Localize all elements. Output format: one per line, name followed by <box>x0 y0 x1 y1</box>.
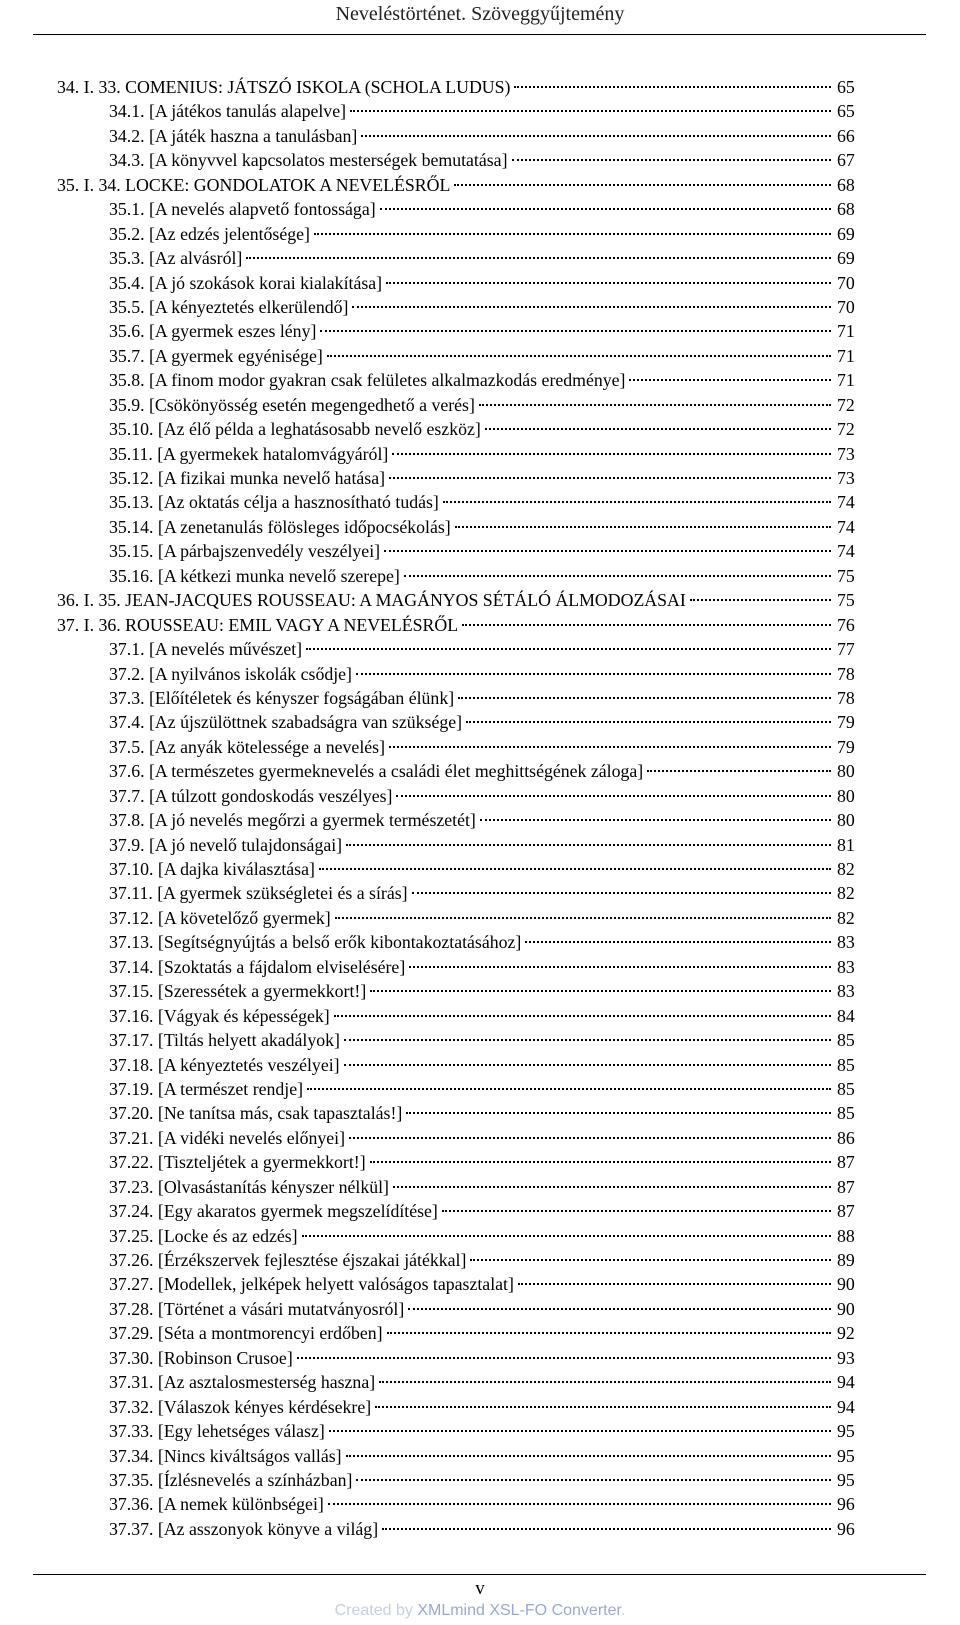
toc-entry[interactable] <box>57 1468 865 1492</box>
dot-leader <box>412 891 831 894</box>
dot-leader <box>320 329 831 332</box>
toc-entry[interactable] <box>57 344 865 368</box>
toc-entry-label: 34. I. 33. COMENIUS: JÁTSZÓ ISKOLA (SCHOLA LUDUS) <box>57 77 511 97</box>
toc-entry[interactable] <box>57 881 865 905</box>
toc-entry-page: 78 <box>837 687 855 708</box>
toc-entry-page: 73 <box>837 443 855 464</box>
toc-entry-label: 37.25. [Locke és az edzés] <box>109 1225 298 1246</box>
toc-entry-page: 83 <box>837 932 855 953</box>
dot-leader <box>370 1160 831 1163</box>
toc-entry[interactable] <box>57 442 865 466</box>
toc-entry[interactable] <box>57 784 865 808</box>
toc-entry-label: 37.15. [Szeressétek a gyermekkort!] <box>109 981 367 1002</box>
toc-entry-label: 35.2. [Az edzés jelentősége] <box>109 223 310 244</box>
toc-entry-label: 37.6. [A természetes gyermeknevelés a családi élet meghittségének záloga] <box>109 761 644 782</box>
toc-entry[interactable] <box>57 906 865 930</box>
toc-entry[interactable] <box>57 662 865 686</box>
toc-entry-label: 37.7. [A túlzott gondoskodás veszélyes] <box>109 785 393 806</box>
converter-watermark <box>0 1601 960 1621</box>
toc-entry[interactable] <box>57 1028 865 1052</box>
dot-leader <box>361 134 831 137</box>
toc-entry[interactable] <box>57 1297 865 1321</box>
dot-leader <box>512 158 832 161</box>
toc-entry[interactable] <box>57 1126 865 1150</box>
table-of-contents <box>57 75 865 1541</box>
toc-entry-label: 37.8. [A jó nevelés megőrzi a gyermek természetét] <box>109 810 476 831</box>
toc-entry[interactable] <box>57 857 865 881</box>
dot-leader <box>443 500 831 503</box>
toc-entry-page: 70 <box>837 272 855 293</box>
toc-entry[interactable] <box>57 515 865 539</box>
toc-entry-label: 34.3. [A könyvvel kapcsolatos mesterségek bemutatása] <box>109 150 508 171</box>
toc-entry-page: 94 <box>837 1396 855 1417</box>
toc-entry-label: 37.13. [Segítségnyújtás a belső erők kibontakoztatásához] <box>109 932 522 953</box>
toc-entry-page: 94 <box>837 1372 855 1393</box>
toc-entry-label: 35.16. [A kétkezi munka nevelő szerepe] <box>109 565 400 586</box>
toc-entry[interactable] <box>57 1492 865 1516</box>
toc-entry[interactable] <box>57 368 865 392</box>
toc-entry-page: 80 <box>837 785 855 806</box>
toc-entry[interactable] <box>57 222 865 246</box>
dot-leader <box>327 354 831 357</box>
toc-entry-label: 37.5. [Az anyák kötelessége a nevelés] <box>109 736 385 757</box>
toc-entry[interactable] <box>57 833 865 857</box>
toc-entry[interactable] <box>57 686 865 710</box>
toc-entry[interactable] <box>57 173 865 197</box>
dot-leader <box>389 476 831 479</box>
toc-entry-page: 72 <box>837 419 855 440</box>
dot-leader <box>480 818 831 821</box>
toc-entry-label: 37.14. [Szoktatás a fájdalom elviselésére] <box>109 956 406 977</box>
dot-leader <box>302 1234 831 1237</box>
toc-entry-page: 68 <box>837 174 855 195</box>
dot-leader <box>356 1478 831 1481</box>
toc-entry-page: 85 <box>837 1103 855 1124</box>
toc-entry-page: 76 <box>837 614 855 635</box>
toc-entry-label: 36. I. 35. JEAN-JACQUES ROUSSEAU: A MAGÁNYOS SÉTÁLÓ ÁLMODOZÁSAI <box>57 590 686 611</box>
dot-leader <box>344 1063 831 1066</box>
toc-entry-page: 73 <box>837 468 855 488</box>
toc-entry[interactable] <box>57 564 865 588</box>
toc-entry-label: 37.33. [Egy lehetséges válasz] <box>109 1421 325 1442</box>
dot-leader <box>470 1258 831 1261</box>
dot-leader <box>392 452 831 455</box>
toc-entry-label: 35.3. [Az alvásról] <box>109 248 243 269</box>
dot-leader <box>409 965 831 968</box>
toc-entry[interactable] <box>57 637 865 661</box>
toc-entry-label: 37.11. [A gyermek szükségletei és a sírás] <box>109 883 408 904</box>
dot-leader <box>379 1380 831 1383</box>
toc-entry-page: 86 <box>837 1127 855 1148</box>
toc-entry-label: 37.19. [A természet rendje] <box>109 1078 304 1099</box>
toc-entry-label: 37.34. [Nincs kiváltságos vallás] <box>109 1445 342 1466</box>
toc-entry-label: 34.2. [A játék haszna a tanulásban] <box>109 125 358 146</box>
toc-entry-page: 82 <box>837 859 855 879</box>
toc-entry-label: 37. I. 36. ROUSSEAU: EMIL VAGY A NEVELÉSRŐL <box>57 614 459 635</box>
toc-entry[interactable] <box>57 1224 865 1248</box>
toc-entry-page: 95 <box>837 1445 855 1466</box>
toc-entry-page: 88 <box>837 1225 855 1246</box>
toc-entry[interactable] <box>57 1053 865 1077</box>
toc-entry-page: 80 <box>837 810 855 831</box>
toc-entry[interactable] <box>57 148 865 172</box>
toc-entry[interactable] <box>57 1175 865 1199</box>
dot-leader <box>442 1209 831 1212</box>
toc-entry-label: 37.24. [Egy akaratos gyermek megszelídítése] <box>109 1201 438 1222</box>
toc-entry-page: 77 <box>837 639 855 660</box>
dot-leader <box>314 232 831 235</box>
toc-entry-page: 89 <box>837 1250 855 1270</box>
toc-entry[interactable] <box>57 955 865 979</box>
toc-entry-label: 37.23. [Olvasástanítás kényszer nélkül] <box>109 1176 389 1197</box>
toc-entry[interactable] <box>57 710 865 734</box>
toc-entry-label: 37.22. [Tiszteljétek a gyermekkort!] <box>109 1152 366 1173</box>
dot-leader <box>382 1527 831 1530</box>
toc-entry-page: 85 <box>837 1054 855 1075</box>
toc-entry-page: 74 <box>837 541 855 562</box>
running-header: Neveléstörténet. Szöveggyűjtemény <box>335 3 625 25</box>
toc-entry[interactable] <box>57 417 865 441</box>
dot-leader <box>375 1405 831 1408</box>
toc-entry-label: 37.17. [Tiltás helyett akadályok] <box>109 1030 340 1051</box>
toc-entry[interactable] <box>57 1101 865 1125</box>
dot-leader <box>306 647 831 650</box>
dot-leader <box>408 1307 831 1310</box>
toc-entry-label: 35.9. [Csökönyösség esetén megengedhető a verés] <box>109 394 475 415</box>
toc-entry-label: 35.5. [A kényeztetés elkerülendő] <box>109 296 349 317</box>
toc-entry[interactable] <box>57 1444 865 1468</box>
footer-rule <box>33 1574 926 1575</box>
dot-leader <box>514 85 831 88</box>
toc-entry-page: 67 <box>837 150 855 171</box>
toc-entry[interactable] <box>57 613 865 637</box>
toc-entry[interactable] <box>57 979 865 1003</box>
toc-entry[interactable] <box>57 735 865 759</box>
toc-entry[interactable] <box>57 1517 865 1541</box>
toc-entry-page: 74 <box>837 492 855 513</box>
dot-leader <box>485 427 831 430</box>
toc-entry-label: 35.7. [A gyermek egyénisége] <box>109 345 323 366</box>
toc-entry-page: 87 <box>837 1201 855 1222</box>
toc-entry[interactable] <box>57 1370 865 1394</box>
dot-leader <box>319 867 831 870</box>
toc-entry-page: 90 <box>837 1298 855 1319</box>
toc-entry-label: 34.1. [A játékos tanulás alapelve] <box>109 101 347 122</box>
toc-entry-page: 95 <box>837 1421 855 1442</box>
toc-entry-page: 83 <box>837 956 855 977</box>
toc-entry[interactable] <box>57 588 865 612</box>
toc-entry-label: 37.32. [Válaszok kényes kérdésekre] <box>109 1396 372 1417</box>
toc-entry[interactable] <box>57 808 865 832</box>
dot-leader <box>462 623 831 626</box>
toc-entry-page: 84 <box>837 1005 855 1026</box>
toc-entry-page: 69 <box>837 248 855 269</box>
toc-entry[interactable] <box>57 1346 865 1370</box>
dot-leader <box>647 769 831 772</box>
dot-leader <box>404 574 831 577</box>
toc-entry-page: 65 <box>837 77 855 97</box>
toc-entry-label: 37.3. [Előítéletek és kényszer fogságában élünk] <box>109 687 455 708</box>
toc-entry-label: 37.16. [Vágyak és képességek] <box>109 1005 330 1026</box>
toc-entry-page: 87 <box>837 1176 855 1197</box>
toc-entry-label: 35.11. [A gyermekek hatalomvágyáról] <box>109 443 389 464</box>
toc-entry-label: 35.15. [A párbajszenvedély veszélyei] <box>109 541 381 562</box>
dot-leader <box>393 1185 831 1188</box>
toc-entry[interactable] <box>57 75 865 99</box>
toc-entry-label: 37.10. [A dajka kiválasztása] <box>109 859 315 879</box>
toc-entry[interactable] <box>57 1321 865 1345</box>
toc-entry[interactable] <box>57 99 865 123</box>
toc-entry-page: 87 <box>837 1152 855 1173</box>
dot-leader <box>389 745 831 748</box>
toc-entry[interactable] <box>57 124 865 148</box>
dot-leader <box>335 916 831 919</box>
toc-entry-label: 37.1. [A nevelés művészet] <box>109 639 303 660</box>
toc-entry-label: 37.2. [A nyilvános iskolák csődje] <box>109 663 352 684</box>
toc-entry-page: 71 <box>837 345 855 366</box>
toc-entry-page: 85 <box>837 1030 855 1051</box>
toc-entry-label: 37.18. [A kényeztetés veszélyei] <box>109 1054 340 1075</box>
toc-entry-label: 35. I. 34. LOCKE: GONDOLATOK A NEVELÉSRŐL <box>57 174 451 195</box>
toc-entry-page: 65 <box>837 101 855 122</box>
watermark-link[interactable]: XMLmind XSL-FO Converter <box>417 1602 621 1619</box>
toc-entry-label: 37.20. [Ne tanítsa más, csak tapasztalás!] <box>109 1103 403 1124</box>
toc-entry-page: 85 <box>837 1078 855 1099</box>
toc-entry-label: 35.12. [A fizikai munka nevelő hatása] <box>109 468 386 488</box>
toc-entry[interactable] <box>57 271 865 295</box>
dot-leader <box>479 403 831 406</box>
toc-entry[interactable] <box>57 1199 865 1223</box>
toc-entry-label: 35.1. [A nevelés alapvető fontossága] <box>109 199 376 220</box>
toc-entry-label: 37.26. [Érzékszervek fejlesztése éjszakai játékkal] <box>109 1250 467 1270</box>
dot-leader <box>525 940 831 943</box>
toc-entry-label: 35.14. [A zenetanulás fölösleges időpocsékolás] <box>109 516 451 537</box>
dot-leader <box>246 256 831 259</box>
toc-entry-label: 37.29. [Séta a montmorencyi erdőben] <box>109 1323 383 1344</box>
watermark-suffix: . <box>620 1602 626 1619</box>
toc-entry[interactable] <box>57 197 865 221</box>
toc-entry-page: 83 <box>837 981 855 1002</box>
toc-entry-page: 82 <box>837 883 855 904</box>
toc-entry-label: 35.4. [A jó szokások korai kialakítása] <box>109 272 383 293</box>
toc-entry-label: 35.10. [Az élő példa a leghatásosabb nevelő eszköz] <box>109 419 481 440</box>
dot-leader <box>396 794 831 797</box>
toc-entry-page: 79 <box>837 712 855 733</box>
toc-entry-page: 72 <box>837 394 855 415</box>
dot-leader <box>466 720 831 723</box>
toc-entry-label: 37.4. [Az újszülöttnek szabadságra van szüksége] <box>109 712 463 733</box>
dot-leader <box>328 1502 831 1505</box>
toc-entry[interactable] <box>57 393 865 417</box>
dot-leader <box>350 109 831 112</box>
toc-entry-page: 96 <box>837 1494 855 1515</box>
dot-leader <box>297 1356 831 1359</box>
toc-entry[interactable] <box>57 295 865 319</box>
dot-leader <box>307 1087 831 1090</box>
toc-entry[interactable] <box>57 246 865 270</box>
toc-entry-label: 37.35. [Ízlésnevelés a színházban] <box>109 1469 353 1490</box>
dot-leader <box>384 549 831 552</box>
toc-entry[interactable] <box>57 466 865 490</box>
toc-entry[interactable] <box>57 1248 865 1272</box>
dot-leader <box>518 1282 831 1285</box>
dot-leader <box>690 598 831 601</box>
toc-entry-page: 79 <box>837 736 855 757</box>
dot-leader <box>334 1014 831 1017</box>
toc-entry-page: 66 <box>837 125 855 146</box>
toc-entry[interactable] <box>57 1395 865 1419</box>
toc-entry[interactable] <box>57 490 865 514</box>
dot-leader <box>386 281 831 284</box>
toc-entry-page: 69 <box>837 223 855 244</box>
dot-leader <box>346 1454 831 1457</box>
dot-leader <box>352 305 831 308</box>
toc-entry-page: 75 <box>837 565 855 586</box>
dot-leader <box>346 843 831 846</box>
dot-leader <box>387 1331 831 1334</box>
dot-leader <box>356 672 831 675</box>
header-rule <box>33 34 926 35</box>
toc-entry-label: 37.9. [A jó nevelő tulajdonságai] <box>109 834 343 855</box>
toc-entry-label: 37.31. [Az asztalosmesterség haszna] <box>109 1372 376 1393</box>
dot-leader <box>344 1038 831 1041</box>
toc-entry-page: 75 <box>837 590 855 611</box>
dot-leader <box>454 183 831 186</box>
toc-entry-label: 35.6. [A gyermek eszes lény] <box>109 321 317 342</box>
toc-entry-page: 90 <box>837 1274 855 1295</box>
toc-entry-label: 37.27. [Modellek, jelképek helyett valóságos tapasztalat] <box>109 1274 514 1295</box>
toc-entry-label: 37.12. [A követelőző gyermek] <box>109 907 331 928</box>
dot-leader <box>458 696 831 699</box>
page-number: v <box>475 1578 485 1599</box>
toc-entry-page: 81 <box>837 834 855 855</box>
toc-entry-label: 37.36. [A nemek különbségei] <box>109 1494 324 1515</box>
toc-entry[interactable] <box>57 759 865 783</box>
toc-entry-page: 71 <box>837 370 855 391</box>
toc-entry-page: 78 <box>837 663 855 684</box>
toc-entry[interactable] <box>57 539 865 563</box>
toc-entry-label: 37.28. [Történet a vásári mutatványosról] <box>109 1298 405 1319</box>
toc-entry[interactable] <box>57 930 865 954</box>
toc-entry-label: 35.13. [Az oktatás célja a hasznosítható tudás] <box>109 492 439 513</box>
dot-leader <box>370 989 831 992</box>
dot-leader <box>349 1136 831 1139</box>
toc-entry-page: 74 <box>837 516 855 537</box>
toc-entry-page: 70 <box>837 296 855 317</box>
toc-entry[interactable] <box>57 1004 865 1028</box>
toc-entry-page: 68 <box>837 199 855 220</box>
toc-entry-page: 95 <box>837 1469 855 1490</box>
dot-leader <box>406 1111 831 1114</box>
toc-entry-page: 93 <box>837 1347 855 1368</box>
toc-entry-label: 37.37. [Az asszonyok könyve a világ] <box>109 1518 379 1539</box>
dot-leader <box>629 378 831 381</box>
toc-entry[interactable] <box>57 1150 865 1174</box>
dot-leader <box>329 1429 831 1432</box>
toc-entry-page: 71 <box>837 321 855 342</box>
toc-entry-page: 82 <box>837 907 855 928</box>
toc-entry-page: 80 <box>837 761 855 782</box>
toc-entry-label: 37.21. [A vidéki nevelés előnyei] <box>109 1127 346 1148</box>
toc-entry-page: 96 <box>837 1518 855 1539</box>
dot-leader <box>380 207 831 210</box>
toc-entry-page: 92 <box>837 1323 855 1344</box>
toc-entry[interactable] <box>57 1419 865 1443</box>
dot-leader <box>455 525 831 528</box>
watermark-prefix: Created by <box>334 1602 418 1619</box>
toc-entry[interactable] <box>57 1077 865 1101</box>
toc-entry[interactable] <box>57 319 865 343</box>
toc-entry[interactable] <box>57 1272 865 1296</box>
toc-entry-label: 37.30. [Robinson Crusoe] <box>109 1347 293 1368</box>
toc-entry-label: 35.8. [A finom modor gyakran csak felületes alkalmazkodás eredménye] <box>109 370 626 391</box>
